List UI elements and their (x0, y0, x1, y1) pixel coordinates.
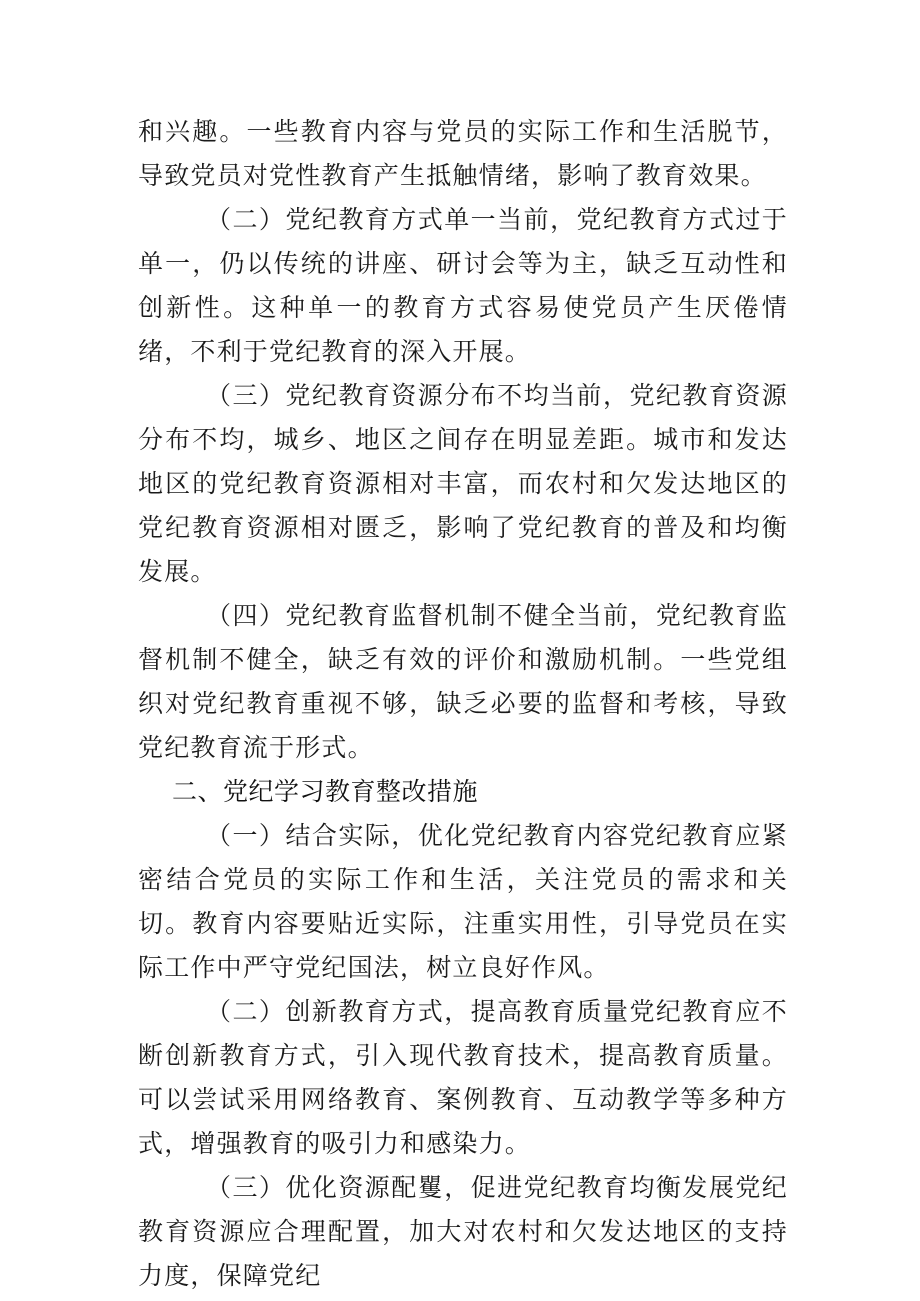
paragraph-measure-method: （二）创新教育方式，提高教育质量党纪教育应不断创新教育方式，引入现代教育技术，提高教育质量。可以尝试采用网络教育、案例教育、互动教学等多种方式，增强教育的吸引力和感染力。 (138, 997, 788, 1158)
document-body (138, 110, 788, 1298)
paragraph-measure-content: （一）结合实际，优化党纪教育内容党纪教育应紧密结合党员的实际工作和生活，关注党员的需求和关切。教育内容要贴近实际，注重实用性，引导党员在实际工作中严守党纪国法，树立良好作风。 (138, 821, 788, 982)
paragraph-supervision-issue: （四）党纪教育监督机制不健全当前，党纪教育监督机制不健全，缺乏有效的评价和激励机制。一些党组织对党纪教育重视不够，缺乏必要的监督和考核，导致党纪教育流于形式。 (138, 601, 788, 762)
paragraph-measure-resource: （三）优化资源配矍，促进党纪教育均衡发展党纪教育资源应合理配置，加大对农村和欠发达地区的支持力度，保障党纪 (138, 1173, 788, 1290)
paragraph-method-issue: （二）党纪教育方式单一当前，党纪教育方式过于单一，仍以传统的讲座、研讨会等为主，缺乏互动性和创新性。这种单一的教育方式容易使党员产生厌倦情绪，不利于党纪教育的深入开展。 (138, 205, 788, 366)
paragraph-continuation: 和兴趣。一些教育内容与党员的实际工作和生活脱节，导致党员对党性教育产生抵触情绪，影响了教育效果。 (138, 117, 788, 190)
paragraph-resource-issue: （三）党纪教育资源分布不均当前，党纪教育资源分布不均，城乡、地区之间存在明显差距。城市和发达地区的党纪教育资源相对丰富，而农村和欠发达地区的党纪教育资源相对匮乏，影响了党纪教育的普及和均衡发展。 (138, 381, 788, 586)
section-heading: 二、党纪学习教育整改措施 (172, 777, 479, 806)
